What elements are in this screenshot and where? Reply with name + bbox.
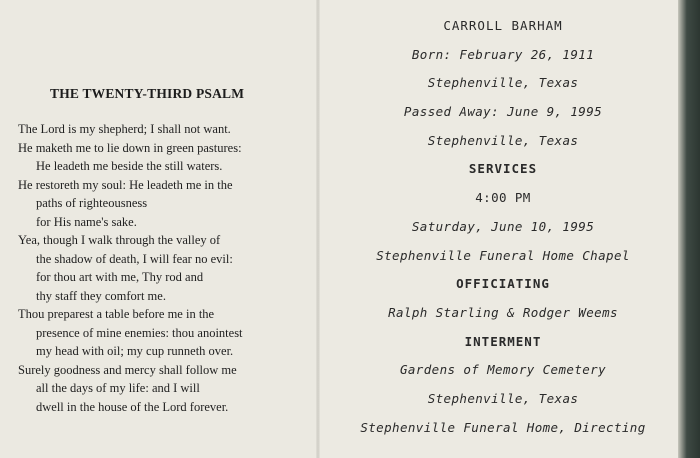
left-page xyxy=(0,0,318,458)
birth-place: Stephenville, Texas xyxy=(427,75,579,91)
psalm-line: dwell in the house of the Lord forever. xyxy=(36,399,229,414)
obituary-details xyxy=(338,12,668,442)
cemetery-place: Stephenville, Texas xyxy=(427,390,579,406)
psalm-line: thy staff they comfort me. xyxy=(36,288,166,303)
psalm-title: THE TWENTY-THIRD PSALM xyxy=(50,86,245,101)
officiants: Ralph Starling & Rodger Weems xyxy=(388,304,618,320)
psalm-line: the shadow of death, I will fear no evil: xyxy=(36,251,233,266)
deceased-name: CARROLL BARHAM xyxy=(443,18,563,33)
psalm-line: Thou preparest a table before me in the xyxy=(18,307,215,321)
psalm-line: He restoreth my soul: He leadeth me in the xyxy=(18,177,233,192)
psalm-line: He leadeth me beside the still waters. xyxy=(36,159,223,173)
death-date: Passed Away: June 9, 1995 xyxy=(403,104,603,120)
psalm-text xyxy=(18,120,308,416)
death-place: Stephenville, Texas xyxy=(427,132,579,148)
psalm-line: presence of mine enemies: thou anointest xyxy=(36,325,243,340)
birth-date: Born: February 26, 1911 xyxy=(411,46,595,62)
service-date: Saturday, June 10, 1995 xyxy=(411,218,595,234)
service-time: 4:00 PM xyxy=(475,190,531,206)
psalm-line: Yea, though I walk through the valley of xyxy=(18,233,221,247)
background-edge xyxy=(678,0,700,458)
psalm-line: The Lord is my shepherd; I shall not want. xyxy=(18,122,231,136)
psalm-line: for thou art with me, Thy rod and xyxy=(36,270,204,284)
psalm-line: my head with oil; my cup runneth over. xyxy=(36,344,234,358)
psalm-line: all the days of my life: and I will xyxy=(36,381,200,395)
psalm-line: Surely goodness and mercy shall follow me xyxy=(18,362,237,377)
psalm-line: paths of righteousness xyxy=(36,196,148,210)
service-location: Stephenville Funeral Home Chapel xyxy=(376,247,630,263)
directing-funeral-home: Stephenville Funeral Home, Directing xyxy=(360,419,646,435)
interment-heading: INTERMENT xyxy=(464,333,542,349)
cemetery-name: Gardens of Memory Cemetery xyxy=(399,362,607,378)
psalm-line: for His name's sake. xyxy=(36,214,137,229)
officiating-heading: OFFICIATING xyxy=(456,276,550,292)
psalm-line: He maketh me to lie down in green pastures: xyxy=(18,140,242,155)
services-heading: SERVICES xyxy=(468,161,538,177)
